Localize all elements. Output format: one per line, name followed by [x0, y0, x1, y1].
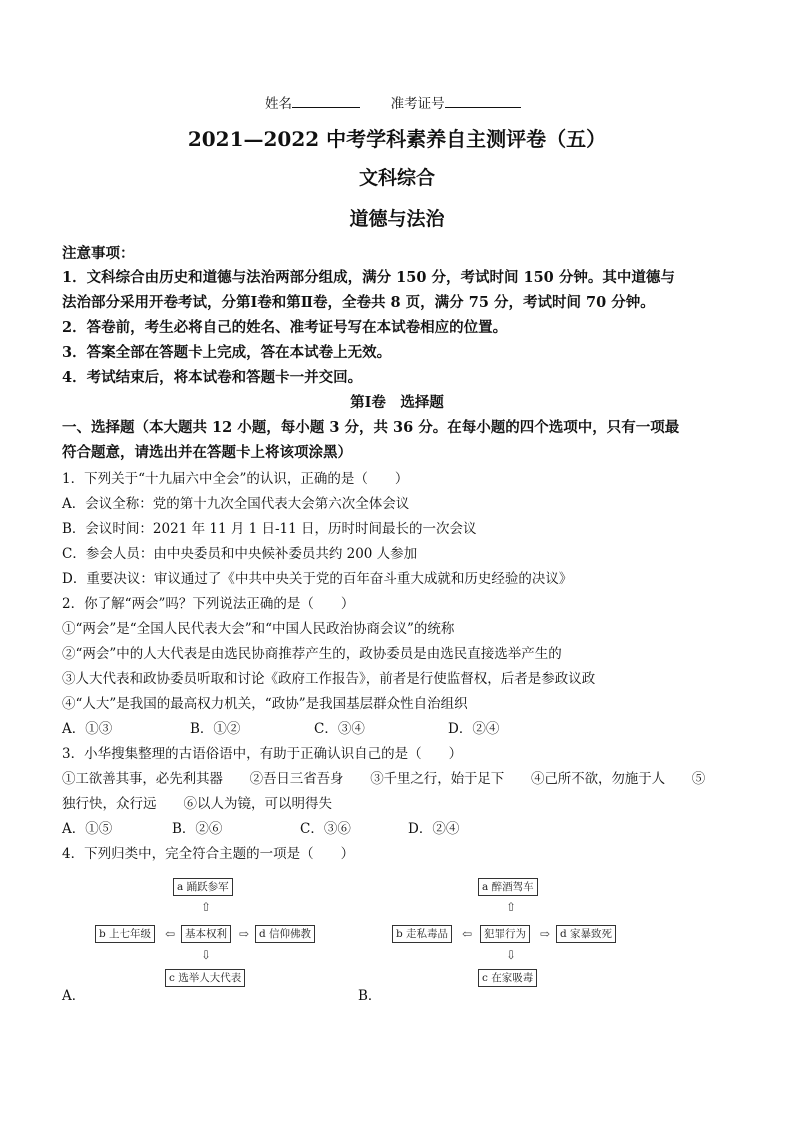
name-blank: [292, 95, 360, 108]
arrow-up-icon: ⇧: [201, 900, 212, 914]
diagram-b-top: a 醉酒驾车: [478, 878, 538, 896]
arrow-left-icon: ⇦: [165, 927, 176, 941]
diagram-a-right: d 信仰佛教: [255, 925, 315, 943]
question-1-stem: 1．下列关于“十九届六中全会”的认识，正确的是（ ）: [62, 471, 409, 487]
q1-option-d: D．重要决议：审议通过了《中共中央关于党的百年奋斗重大成就和历史经验的决议》: [62, 571, 573, 587]
note-item: 2．答卷前，考生必将自己的姓名、准考证号写在本试卷相应的位置。: [62, 319, 508, 336]
q1-option-c: C．参会人员：由中央委员和中央候补委员共约 200 人参加: [62, 546, 418, 562]
q2-statement: ③人大代表和政协委员听取和讨论《政府工作报告》，前者是行使监督权，后者是参政议政: [62, 671, 596, 687]
q3-option-c: C．③⑥: [300, 821, 351, 837]
arrow-right-icon: ⇨: [540, 927, 551, 941]
diagram-b: [392, 875, 632, 995]
notes-heading: 注意事项：: [62, 245, 135, 262]
diagram-b-right: d 家暴致死: [556, 925, 616, 943]
candidate-info: [265, 92, 521, 112]
arrow-right-icon: ⇨: [239, 927, 250, 941]
q2-statement: ②“两会”中的人大代表是由选民协商推荐产生的，政协委员是由选民直接选举产生的: [62, 646, 562, 662]
note-item: 4．考试结束后，将本试卷和答题卡一并交回。: [62, 369, 363, 386]
q4-option-b-label: B．: [358, 988, 382, 1004]
q2-option-b: B．①②: [190, 721, 241, 737]
part1-instruction: 符合题意，请选出并在答题卡上将该项涂黑）: [62, 444, 352, 461]
part1-instruction: 一、选择题（本大题共 12 小题，每小题 3 分，共 36 分。在每小题的四个选项中，只有一项最: [62, 419, 680, 436]
q3-option-b: B．②⑥: [172, 821, 223, 837]
q2-option-c: C．③④: [314, 721, 365, 737]
diagram-b-bottom: c 在家吸毒: [478, 969, 537, 987]
question-3-stem: 3．小华搜集整理的古语俗语中，有助于正确认识自己的是（ ）: [62, 746, 463, 762]
q4-option-a-label: A．: [62, 988, 86, 1004]
q3-statements: ①工欲善其事，必先利其器 ②吾日三省吾身 ③千里之行，始于足下 ④己所不欲，勿施于人 ⑤: [62, 771, 706, 787]
exam-title: 2021—2022 中考学科素养自主测评卷（五）: [187, 127, 607, 151]
arrow-up-icon: ⇧: [506, 900, 517, 914]
q2-statement: ④“人大”是我国的最高权力机关，“政协”是我国基层群众性自治组织: [62, 696, 468, 712]
arrow-down-icon: ⇩: [201, 948, 212, 962]
note-item: 3．答案全部在答题卡上完成，答在本试卷上无效。: [62, 344, 392, 361]
q2-option-a: A．①③: [62, 721, 113, 737]
diagram-b-left: b 走私毒品: [392, 925, 452, 943]
question-2-stem: 2．你了解“两会”吗？下列说法正确的是（ ）: [62, 596, 355, 612]
q3-statements: 独行快，众行远 ⑥以人为镜，可以明得失: [62, 796, 332, 812]
note-item: 1．文科综合由历史和道德与法治两部分组成，满分 150 分，考试时间 150 分钟。其中道德与: [62, 269, 675, 286]
diagram-a: [95, 875, 335, 995]
note-item: 法治部分采用开卷考试，分第Ⅰ卷和第Ⅱ卷，全卷共 8 页，满分 75 分，考试时间 70 分钟。: [62, 294, 655, 311]
q3-option-a: A．①⑤: [62, 821, 113, 837]
q2-option-d: D．②④: [448, 721, 500, 737]
arrow-left-icon: ⇦: [462, 927, 473, 941]
diagram-a-top: a 踊跃参军: [173, 878, 233, 896]
arrow-down-icon: ⇩: [506, 948, 517, 962]
ticket-label: 准考证号: [390, 96, 445, 112]
q1-option-a: A．会议全称：党的第十九次全国代表大会第六次全体会议: [62, 496, 410, 512]
diagram-a-center: 基本权利: [181, 925, 231, 943]
q1-option-b: B．会议时间：2021 年 11 月 1 日-11 日，历时时间最长的一次会议: [62, 521, 477, 537]
subject-title: 文科综合: [358, 167, 435, 189]
name-label: 姓名: [265, 96, 292, 112]
ticket-blank: [445, 95, 521, 108]
diagram-b-center: 犯罪行为: [480, 925, 530, 943]
diagram-a-left: b 上七年级: [95, 925, 155, 943]
diagram-a-bottom: c 选举人大代表: [165, 969, 245, 987]
question-4-stem: 4．下列归类中，完全符合主题的一项是（ ）: [62, 846, 355, 862]
q2-statement: ①“两会”是“全国人民代表大会”和“中国人民政治协商会议”的统称: [62, 621, 455, 637]
q3-option-d: D．②④: [408, 821, 460, 837]
section-title: 道德与法治: [349, 208, 445, 230]
part1-title: 第Ⅰ卷 选择题: [350, 394, 444, 411]
